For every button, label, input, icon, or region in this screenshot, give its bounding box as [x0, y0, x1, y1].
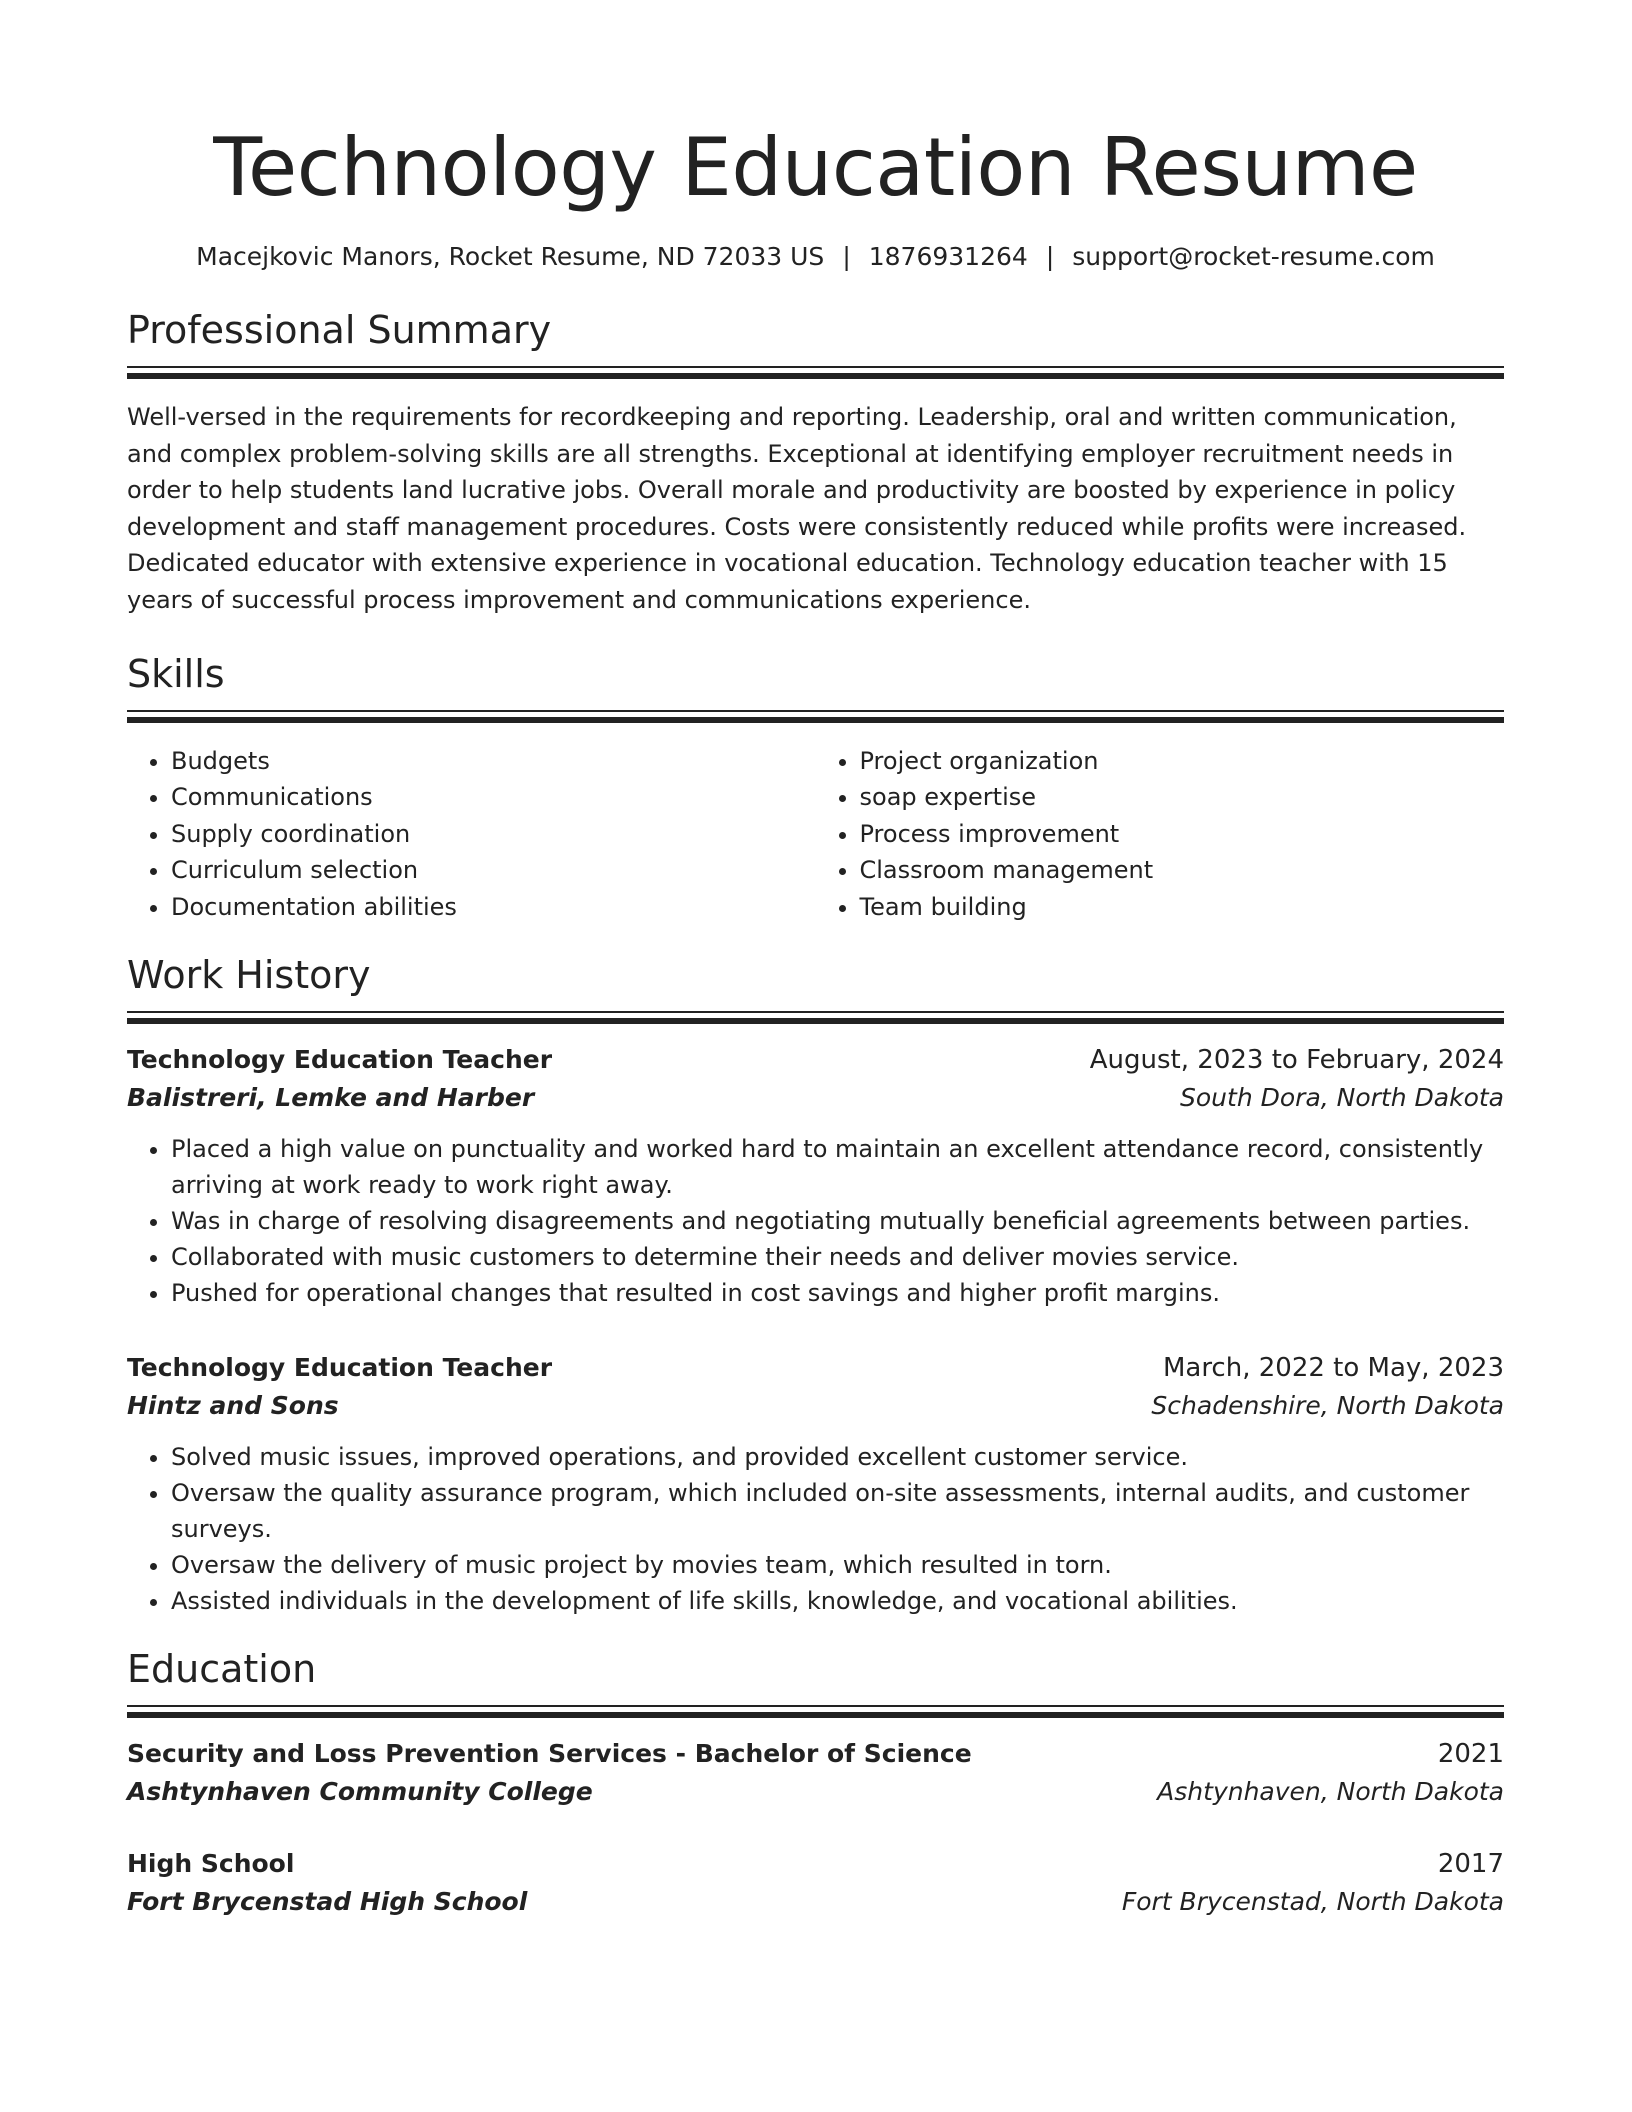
contact-phone: 1876931264 [868, 242, 1028, 271]
education-school: Fort Brycenstad High School [127, 1887, 528, 1917]
job-bullet: • Solved music issues, improved operations, and provided excellent customer service. [171, 1439, 1504, 1475]
job-employer: Balistreri, Lemke and Harber [127, 1083, 535, 1113]
section-title-education: Education [127, 1647, 317, 1692]
education-entry [127, 1735, 1504, 1811]
skills-grid [127, 743, 1504, 925]
section-divider [127, 366, 1504, 368]
skill-item: • Communications [171, 779, 816, 815]
education-subheader [127, 1773, 1504, 1811]
education-year: 2017 [1437, 1849, 1504, 1880]
job-bullet: • Was in charge of resolving disagreements and negotiating mutually beneficial agreements between parties. [171, 1203, 1504, 1239]
education-header [127, 1735, 1504, 1773]
job-entry [127, 1041, 1504, 1311]
education-degree: High School [127, 1849, 295, 1879]
job-subheader [127, 1079, 1504, 1117]
work-history-section [127, 951, 1504, 1619]
skill-item: • Project organization [860, 743, 1505, 779]
summary-text: Well-versed in the requirements for recordkeeping and reporting. Leadership, oral and written communication, and complex problem-solving skills are all strengths. Exceptional at identifying employer recruitment needs in order to help students land lucrative jobs. Overall morale and productivity are boosted by experience in policy development and staff management procedures. Costs were consistently reduced while profits were increased. Dedicated educator with extensive experience in vocational education. Technology education teacher with 15 years of successful process improvement and communications experience. [127, 403, 1467, 614]
education-year: 2021 [1437, 1739, 1504, 1770]
job-bullet: • Assisted individuals in the development of life skills, knowledge, and vocational abilities. [171, 1583, 1504, 1619]
job-location: Schadenshire, North Dakota [1151, 1391, 1504, 1421]
skill-item: • soap expertise [860, 779, 1505, 815]
job-title: Technology Education Teacher [127, 1353, 553, 1383]
section-title-summary: Professional Summary [127, 308, 552, 352]
job-header [127, 1041, 1504, 1079]
job-dates: March, 2022 to May, 2023 [1162, 1353, 1504, 1384]
job-bullet: • Pushed for operational changes that resulted in cost savings and higher profit margins. [171, 1275, 1504, 1311]
job-bullet: • Oversaw the quality assurance program, which included on-site assessments, internal audits, and customer surveys. [171, 1475, 1504, 1547]
job-dates: August, 2023 to February, 2024 [1089, 1045, 1504, 1076]
skill-item: • Classroom management [860, 852, 1505, 888]
skill-item: • Budgets [171, 743, 816, 779]
skill-item: • Supply coordination [171, 816, 816, 852]
section-divider [127, 1705, 1504, 1707]
resume-page [127, 0, 1504, 1921]
resume-title: Technology Education Resume [213, 121, 1418, 214]
skill-item: • Curriculum selection [171, 852, 816, 888]
education-location: Fort Brycenstad, North Dakota [1121, 1887, 1504, 1917]
section-divider [127, 1011, 1504, 1013]
education-entry [127, 1845, 1504, 1921]
section-divider [127, 710, 1504, 712]
contact-separator: | [842, 242, 851, 271]
job-title: Technology Education Teacher [127, 1045, 553, 1075]
job-location: South Dora, North Dakota [1180, 1083, 1504, 1113]
job-employer: Hintz and Sons [127, 1391, 339, 1421]
job-bullets [127, 1439, 1504, 1619]
contact-line [127, 240, 1504, 274]
skills-section [127, 650, 1504, 925]
education-header [127, 1845, 1504, 1883]
job-bullet: • Oversaw the delivery of music project by movies team, which resulted in torn. [171, 1547, 1504, 1583]
contact-address: Macejkovic Manors, Rocket Resume, ND 72033 US [196, 242, 825, 271]
education-section [127, 1645, 1504, 1921]
job-bullets [127, 1131, 1504, 1311]
summary-section [127, 306, 1504, 618]
education-location: Ashtynhaven, North Dakota [1157, 1777, 1504, 1807]
contact-separator: | [1045, 242, 1055, 271]
skills-column-right [816, 743, 1505, 925]
education-subheader [127, 1883, 1504, 1921]
job-entry [127, 1349, 1504, 1619]
education-school: Ashtynhaven Community College [127, 1777, 593, 1807]
section-title-skills: Skills [127, 652, 225, 696]
skills-column-left [127, 743, 816, 925]
job-header [127, 1349, 1504, 1387]
section-title-work-history: Work History [127, 953, 371, 998]
job-bullet: • Placed a high value on punctuality and worked hard to maintain an excellent attendance record, consistently arriving at work ready to work right away. [171, 1131, 1504, 1203]
contact-email: support@rocket-resume.com [1072, 242, 1435, 271]
job-subheader [127, 1387, 1504, 1425]
skill-item: • Documentation abilities [171, 889, 816, 925]
skill-item: • Process improvement [860, 816, 1505, 852]
education-degree: Security and Loss Prevention Services - Bachelor of Science [127, 1739, 972, 1769]
job-bullet: • Collaborated with music customers to determine their needs and deliver movies service. [171, 1239, 1504, 1275]
skill-item: • Team building [860, 889, 1505, 925]
